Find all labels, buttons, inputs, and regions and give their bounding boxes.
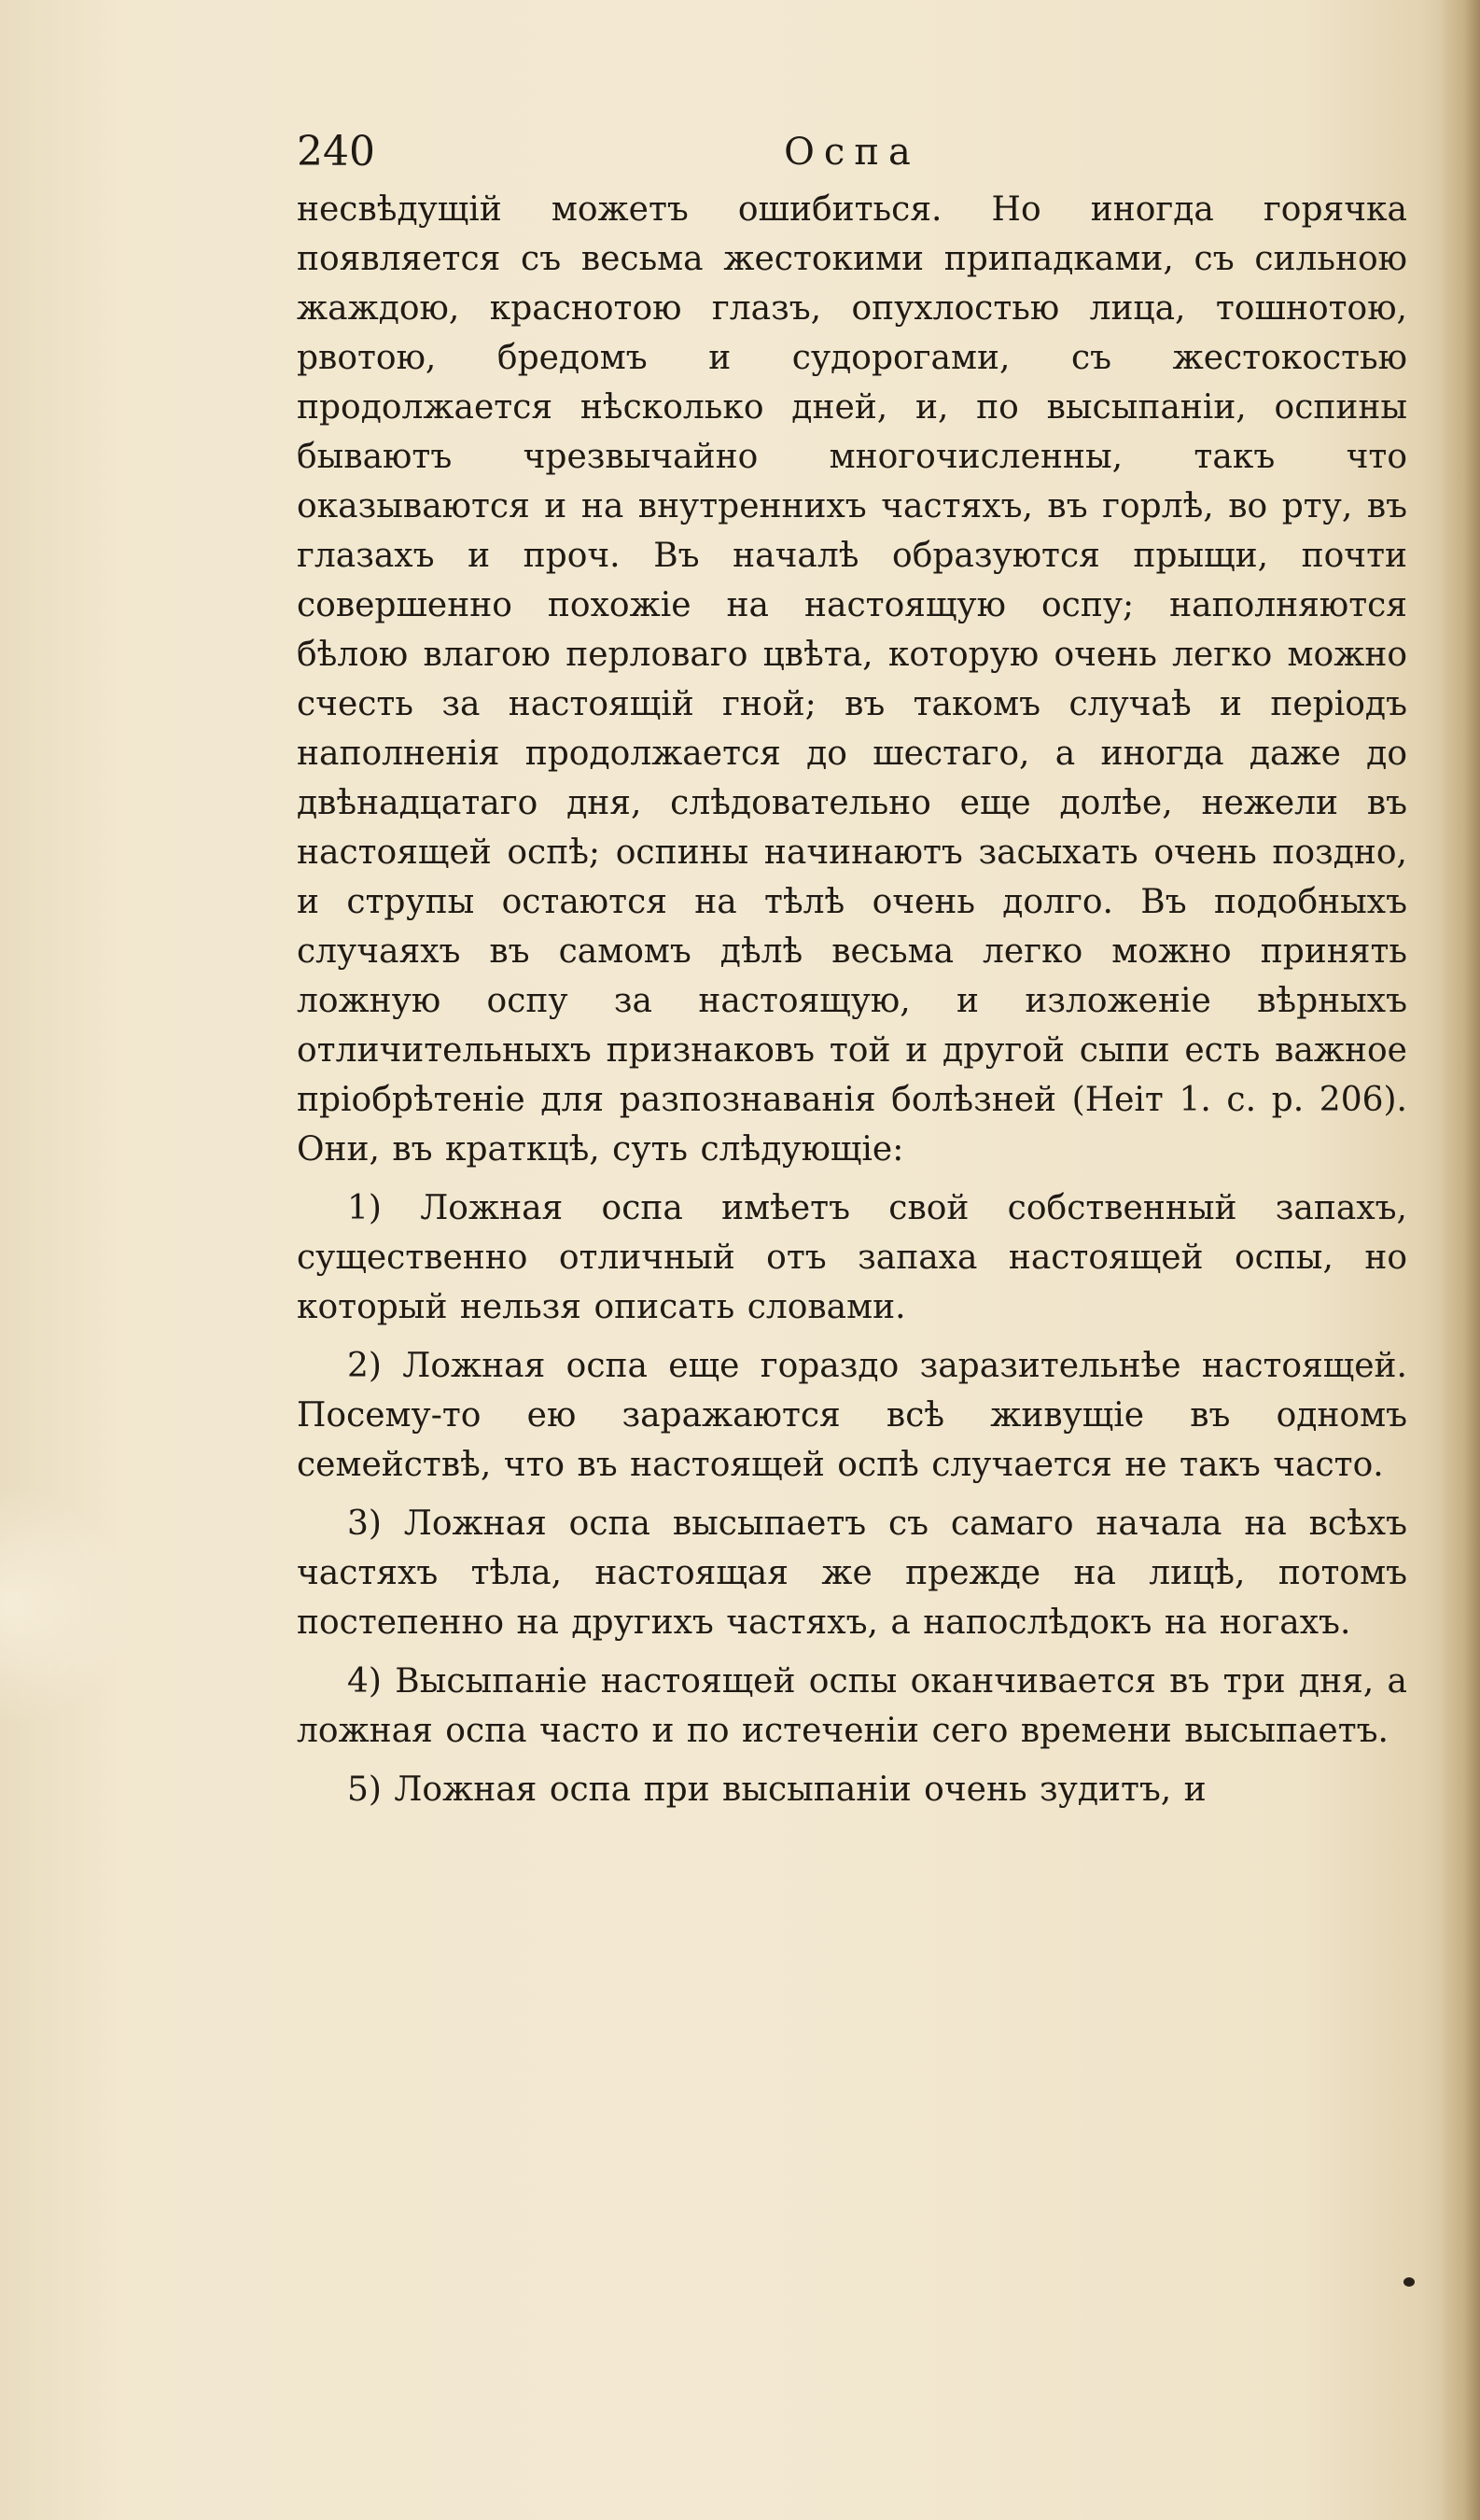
body-text <box>297 185 1407 1814</box>
list-item-3: 3) Ложная оспа высыпаетъ съ самаго начала на всѣхъ частяхъ тѣла, настоящая же прежде на лицѣ, потомъ постепенно на другихъ частяхъ, а напослѣдокъ на ногахъ. <box>297 1505 1407 1642</box>
list-item-5: 5) Ложная оспа при высыпаніи очень зудитъ, и <box>347 1771 1207 1809</box>
ink-blot <box>1403 2277 1415 2287</box>
paper-stain <box>0 1484 131 1727</box>
list-item-1: 1) Ложная оспа имѣетъ свой собственный запахъ, существенно отличный отъ запаха настоящей оспы, но который нельзя описать словами. <box>297 1189 1407 1326</box>
list-item-4: 4) Высыпаніе настоящей оспы оканчивается въ три дня, а ложная оспа часто и по истеченіи сего времени высыпаетъ. <box>297 1662 1407 1750</box>
page-number: 240 <box>297 128 375 175</box>
page-edge-shadow <box>1439 0 1480 2520</box>
paragraph-intro: несвѣдущій можетъ ошибиться. Но иногда горячка появляется съ весьма жестокими припадками, съ сильною жаждою, краснотою глазъ, опухлостью лица, тошнотою, рвотою, бредомъ и судорогами, съ жестокостью продолжается нѣсколько дней, и, по высыпаніи, оспины бываютъ чрезвычайно многочисленны, такъ что оказываются и на внутреннихъ частяхъ, въ горлѣ, во рту, въ глазахъ и проч. Въ началѣ образуются прыщи, почти совершенно похожіе на настоящую оспу; наполняются бѣлою влагою перловаго цвѣта, которую очень легко можно счесть за настоящій гной; въ такомъ случаѣ и періодъ наполненія продолжается до шестаго, а иногда даже до двѣнадцатаго дня, слѣдовательно еще долѣе, нежели въ настоящей оспѣ; оспины начинаютъ засыхать очень поздно, и струпы остаются на тѣлѣ очень долго. Въ подобныхъ случаяхъ въ самомъ дѣлѣ весьма легко можно принять ложную оспу за настоящую, и изложеніе вѣрныхъ отличительныхъ признаковъ той и другой сыпи есть важное пріобрѣтеніе для разпознаванія болѣзней (Неіт 1. с. р. 206). Они, въ краткцѣ, суть слѣдующіе: <box>297 190 1407 1169</box>
page-header <box>297 119 1407 185</box>
list-item-2: 2) Ложная оспа еще гораздо заразительнѣе настоящей. Посему-то ею заражаются всѣ живущіе въ одномъ семействѣ, что въ настоящей оспѣ случается не такъ часто. <box>297 1347 1407 1484</box>
running-title: Оспа <box>784 131 920 174</box>
